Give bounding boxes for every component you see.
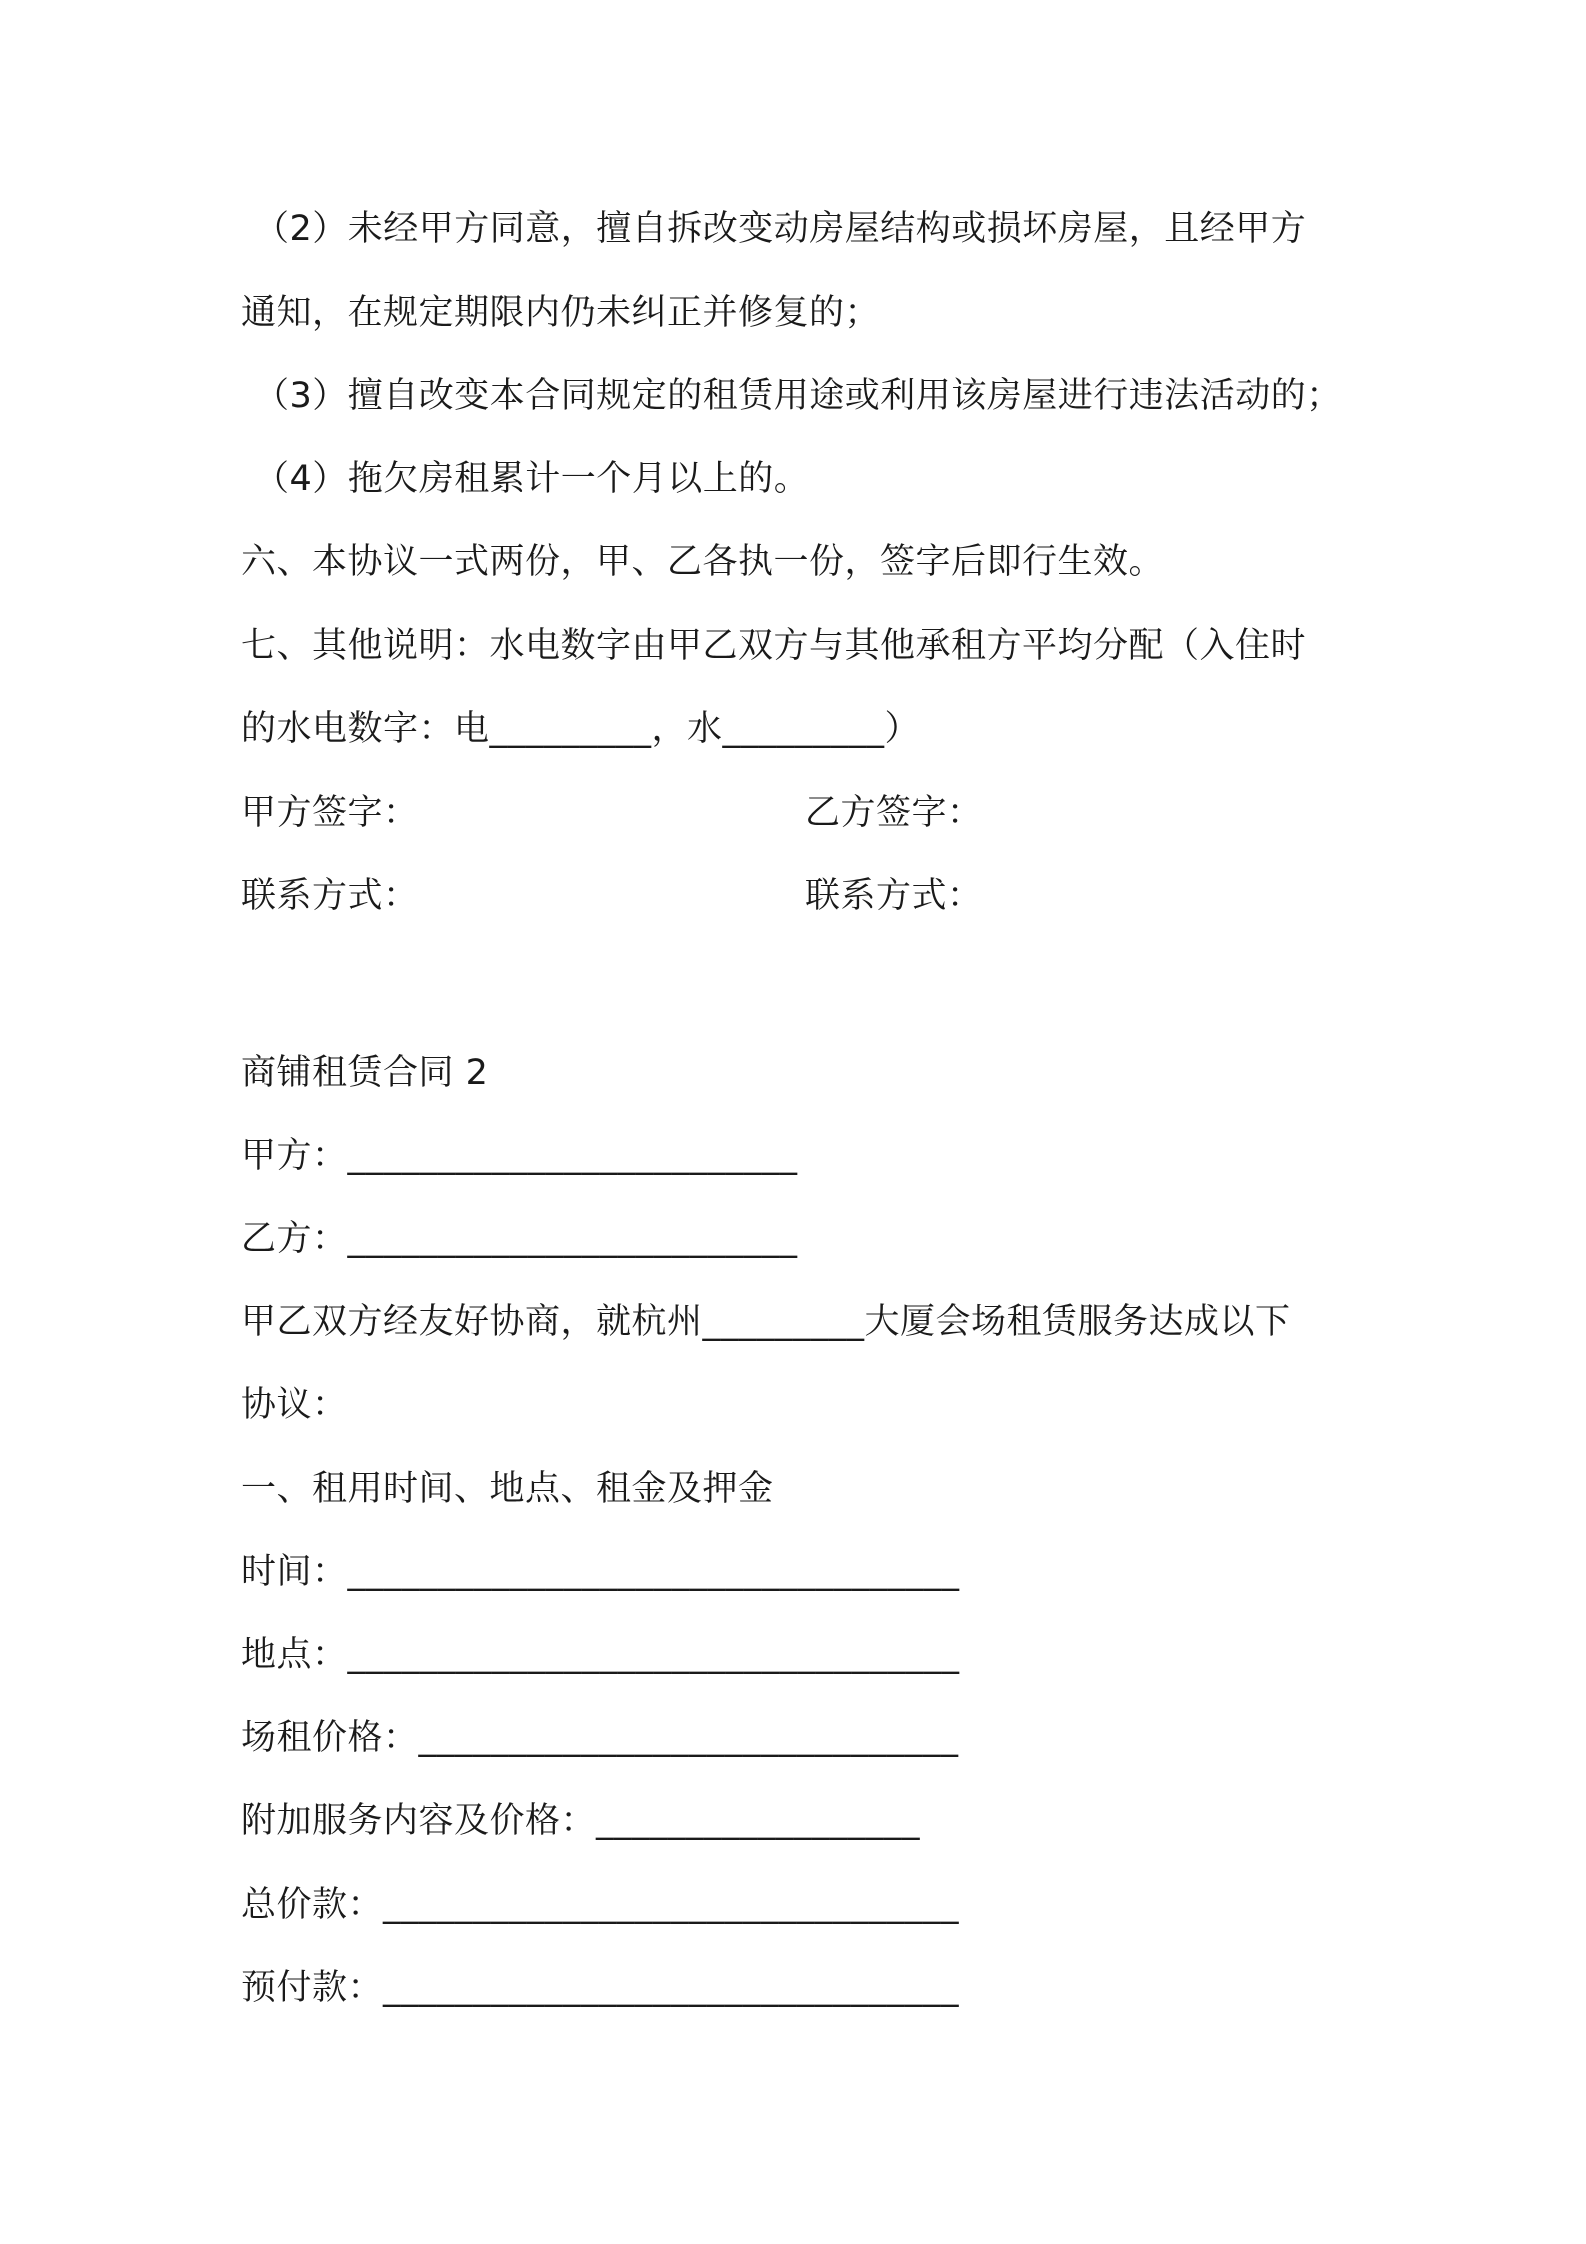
contract2-extra-service-field: 附加服务内容及价格：__________________ (241, 1801, 921, 1841)
party-b-contact-label: 联系方式： (805, 876, 983, 916)
contract2-place-field: 地点：__________________________________ (241, 1635, 960, 1675)
clause7-line1: 七、其他说明：水电数字由甲乙双方与其他承租方平均分配（入住时 (241, 626, 1307, 666)
party-a-contact-label: 联系方式： (241, 876, 419, 916)
contract2-title: 商铺租赁合同 2 (241, 1053, 489, 1093)
contract2-party-b: 乙方：_________________________ (241, 1219, 798, 1259)
clause5-item2-line1: （2）未经甲方同意，擅自拆改变动房屋结构或损坏房屋，且经甲方 (254, 209, 1307, 249)
contract2-prepayment-field: 预付款：________________________________ (241, 1968, 960, 2008)
contract2-rent-price-field: 场租价格：______________________________ (241, 1718, 959, 1758)
clause5-item3: （3）擅自改变本合同规定的租赁用途或利用该房屋进行违法活动的； (254, 376, 1342, 416)
contract2-section1-title: 一、租用时间、地点、租金及押金 (241, 1469, 774, 1509)
clause5-item2-line2: 通知，在规定期限内仍未纠正并修复的； (241, 293, 881, 333)
contract2-intro-line2: 协议： (241, 1385, 348, 1425)
clause7-line2: 的水电数字：电_________，水_________） (241, 709, 921, 749)
contract2-total-field: 总价款：________________________________ (241, 1885, 960, 1925)
party-b-signature-label: 乙方签字： (805, 793, 983, 833)
clause6: 六、本协议一式两份，甲、乙各执一份，签字后即行生效。 (241, 542, 1165, 582)
contract2-party-a: 甲方：_________________________ (241, 1136, 798, 1176)
party-a-signature-label: 甲方签字： (241, 793, 419, 833)
contract2-time-field: 时间：__________________________________ (241, 1552, 960, 1592)
contract2-intro-line1: 甲乙双方经友好协商，就杭州_________大厦会场租赁服务达成以下 (241, 1302, 1291, 1342)
clause5-item4: （4）拖欠房租累计一个月以上的。 (254, 459, 810, 499)
